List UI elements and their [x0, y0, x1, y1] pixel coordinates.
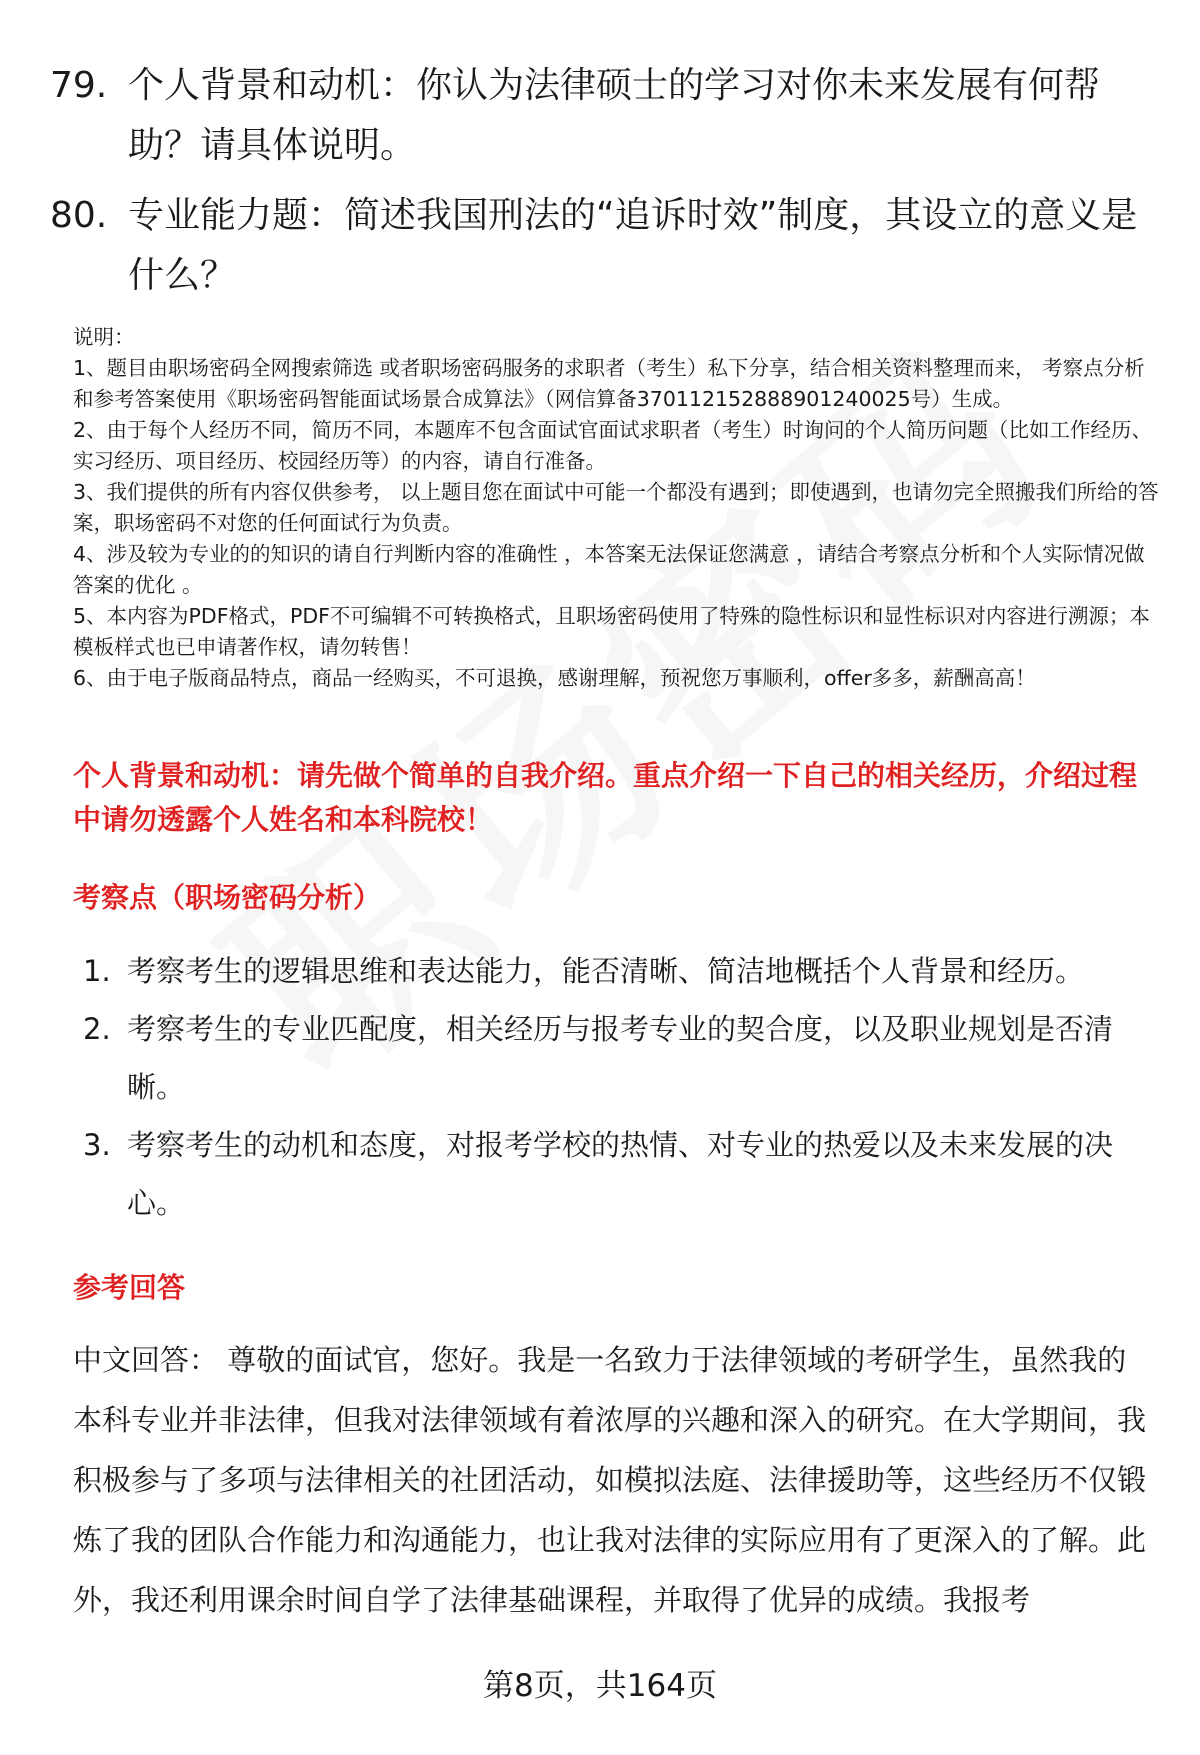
analysis-point	[83, 1000, 1153, 1116]
note-item: 5、本内容为PDF格式，PDF不可编辑不可转换格式，且职场密码使用了特殊的隐性标识和显性标识对内容进行溯源；本模板样式也已申请著作权，请勿转售！	[73, 604, 1150, 659]
question-item	[50, 56, 1150, 176]
question-number: 79.	[50, 65, 108, 106]
analysis-heading: 考察点（职场密码分析）	[73, 881, 382, 914]
note-item: 2、由于每个人经历不同，简历不同，本题库不包含面试官面试求职者（考生）时询问的个人简历问题（比如工作经历、实习经历、项目经历、校园经历等）的内容，请自行准备。	[73, 418, 1153, 473]
note-item: 4、涉及较为专业的的知识的请自行判断内容的准确性 ，本答案无法保证您满意 ，请结合考察点分析和个人实际情况做答案的优化 。	[73, 542, 1145, 597]
point-text: 考察考生的动机和态度，对报考学校的热情、对专业的热爱以及未来发展的决心。	[127, 1128, 1114, 1220]
question-item	[50, 186, 1150, 306]
note-item: 3、我们提供的所有内容仅供参考， 以上题目您在面试中可能一个都没有遇到；即使遇到，也请勿完全照搬我们所给的答案，职场密码不对您的任何面试行为负责。	[73, 480, 1159, 535]
answer-heading: 参考回答	[73, 1271, 186, 1304]
notes-heading: 说明：	[73, 325, 135, 349]
analysis-points	[83, 942, 1153, 1232]
analysis-point	[83, 942, 1153, 1000]
question-text: 专业能力题：简述我国刑法的“追诉时效”制度，其设立的意义是什么？	[128, 195, 1138, 296]
point-text: 考察考生的专业匹配度，相关经历与报考专业的契合度，以及职业规划是否清晰。	[127, 1012, 1114, 1104]
point-number: 2.	[83, 1012, 111, 1046]
question-number: 80.	[50, 195, 108, 236]
notes-section	[73, 322, 1163, 694]
note-item: 6、由于电子版商品特点，商品一经购买，不可退换，感谢理解，预祝您万事顺利，offer多多，薪酬高高！	[73, 666, 1036, 690]
question-title: 个人背景和动机：请先做个简单的自我介绍。重点介绍一下自己的相关经历，介绍过程中请勿透露个人姓名和本科院校！	[73, 759, 1138, 836]
analysis-point	[83, 1116, 1153, 1232]
point-number: 1.	[83, 954, 111, 988]
question-text: 个人背景和动机：你认为法律硕士的学习对你未来发展有何帮助？请具体说明。	[128, 65, 1101, 166]
question-list	[50, 56, 1150, 316]
note-item: 1、题目由职场密码全网搜索筛选 或者职场密码服务的求职者（考生）私下分享，结合相关资料整理而来， 考察点分析和参考答案使用《职场密码智能面试场景合成算法》（网信算备370112152888901240025号）生成。	[73, 356, 1145, 411]
page-footer: 第8页，共164页	[483, 1668, 717, 1704]
point-text: 考察考生的逻辑思维和表达能力，能否清晰、简洁地概括个人背景和经历。	[127, 954, 1085, 988]
point-number: 3.	[83, 1128, 111, 1162]
answer-text: 中文回答： 尊敬的面试官，您好。我是一名致力于法律领域的考研学生，虽然我的本科专业并非法律，但我对法律领域有着浓厚的兴趣和深入的研究。在大学期间，我积极参与了多项与法律相关的社团活动，如模拟法庭、法律援助等，这些经历不仅锻炼了我的团队合作能力和沟通能力，也让我对法律的实际应用有了更深入的了解。此外，我还利用课余时间自学了法律基础课程，并取得了优异的成绩。我报考	[73, 1343, 1147, 1617]
